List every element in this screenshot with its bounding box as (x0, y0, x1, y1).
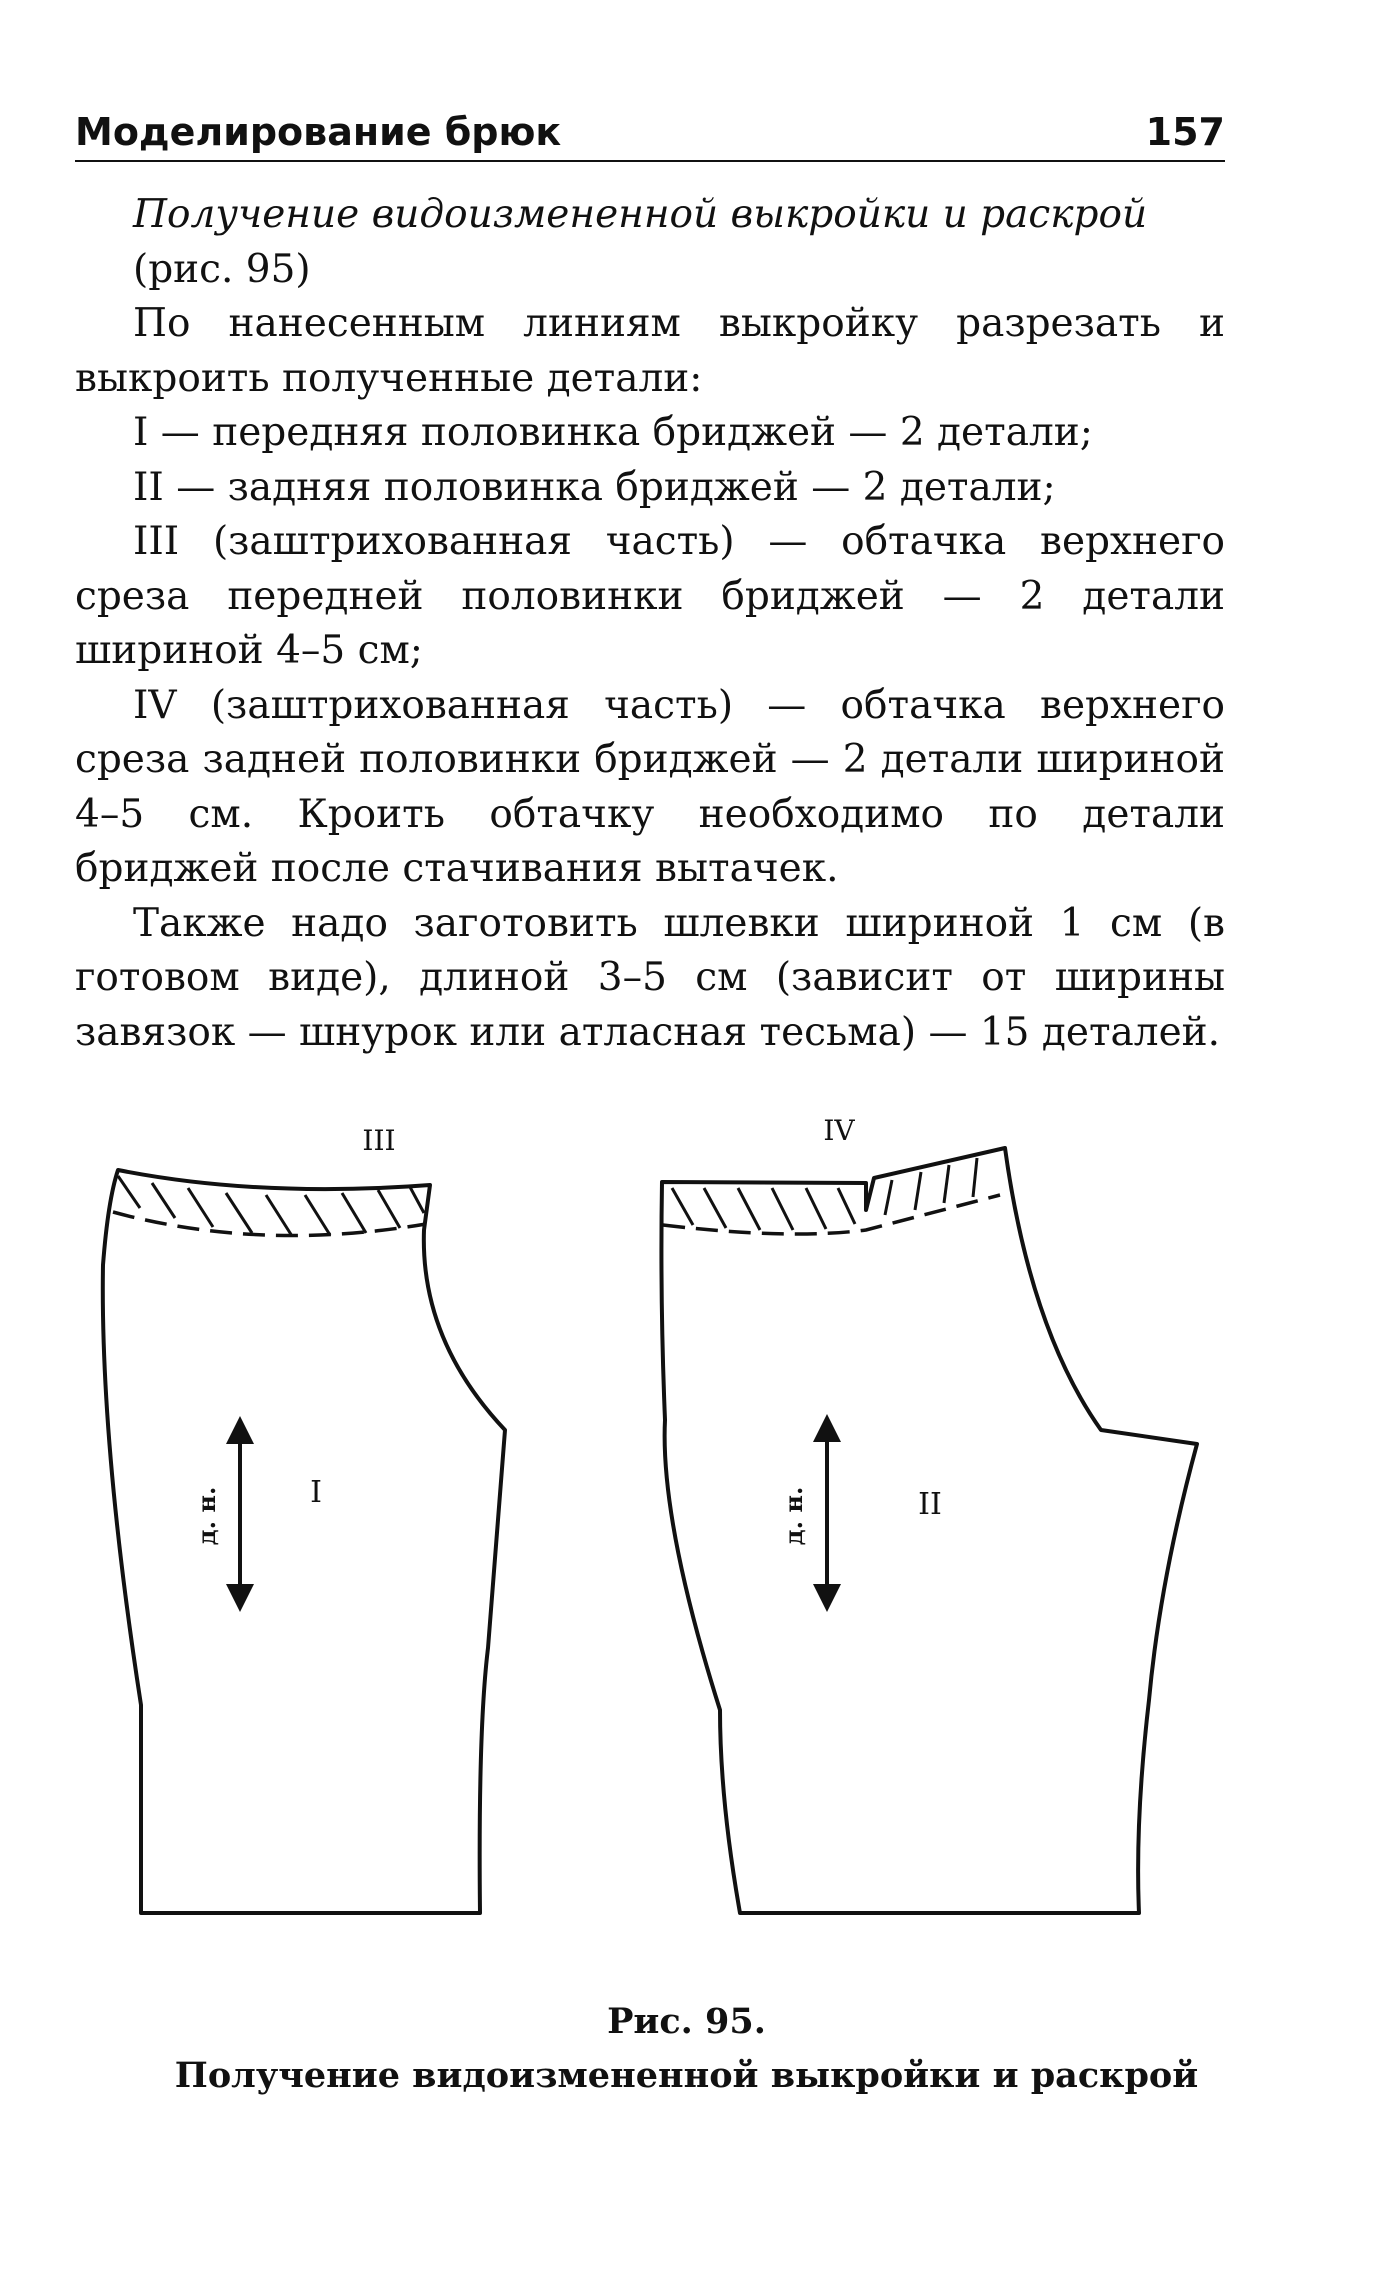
back-grainline-label: д. н. (779, 1486, 808, 1546)
back-facing-line (663, 1195, 1000, 1234)
section-subheading (75, 188, 1225, 297)
paragraph-item-3: III (заштрихованная часть) — обтачка верхнего среза передней половинки бриджей — 2 детали шириной 4–5 см; (75, 519, 1225, 673)
front-facing-hatching (118, 1176, 424, 1236)
figure-caption-text: Получение видоизмененной выкройки и раскрой (174, 2055, 1199, 2096)
back-half-piece (661, 1114, 1197, 1913)
front-half-outline (103, 1170, 505, 1913)
front-half-piece (103, 1124, 505, 1913)
running-head-title: Моделирование брюк (75, 110, 562, 154)
front-facing-line (113, 1212, 426, 1236)
paragraph-item-4: IV (заштрихованная часть) — обтачка верхнего среза задней половинки бриджей — 2 детали шириной 4–5 см. Кроить обтачку необходимо по детали бриджей после стачивания вытачек. (75, 682, 1225, 891)
figure-caption (0, 1995, 1373, 2103)
front-half-label: I (310, 1475, 322, 1510)
paragraph-item-2: II — задняя половинка бриджей — 2 детали; (133, 464, 1056, 510)
front-grainline-label: д. н. (192, 1486, 221, 1546)
subheading-title: Получение видоизмененной выкройки и раскрой (133, 192, 1148, 237)
front-facing-label: III (362, 1124, 396, 1157)
running-head (75, 100, 1225, 162)
page-number: 157 (1145, 110, 1225, 154)
front-grainline (192, 1430, 240, 1598)
paragraph-belt-loops: Также надо заготовить шлевки шириной 1 см (в готовом виде), длиной 3–5 см (зависит от ширины завязок — шнурок или атласная тесьма) — 15 деталей. (75, 900, 1225, 1055)
subheading-figure-reference: (рис. 95) (133, 246, 311, 292)
back-grainline (779, 1428, 827, 1598)
back-facing-hatching (672, 1158, 977, 1230)
back-half-label: II (918, 1487, 942, 1522)
paragraph-intro: По нанесенным линиям выкройку разрезать и выкроить полученные детали: (75, 301, 1225, 401)
pattern-figure (0, 1090, 1373, 1970)
figure-caption-number: Рис. 95. (607, 2001, 766, 2042)
back-facing-label: IV (823, 1114, 855, 1147)
body-text (75, 188, 1225, 1060)
back-half-outline (661, 1148, 1197, 1913)
paragraph-item-1: I — передняя половинка бриджей — 2 детали; (133, 410, 1093, 455)
